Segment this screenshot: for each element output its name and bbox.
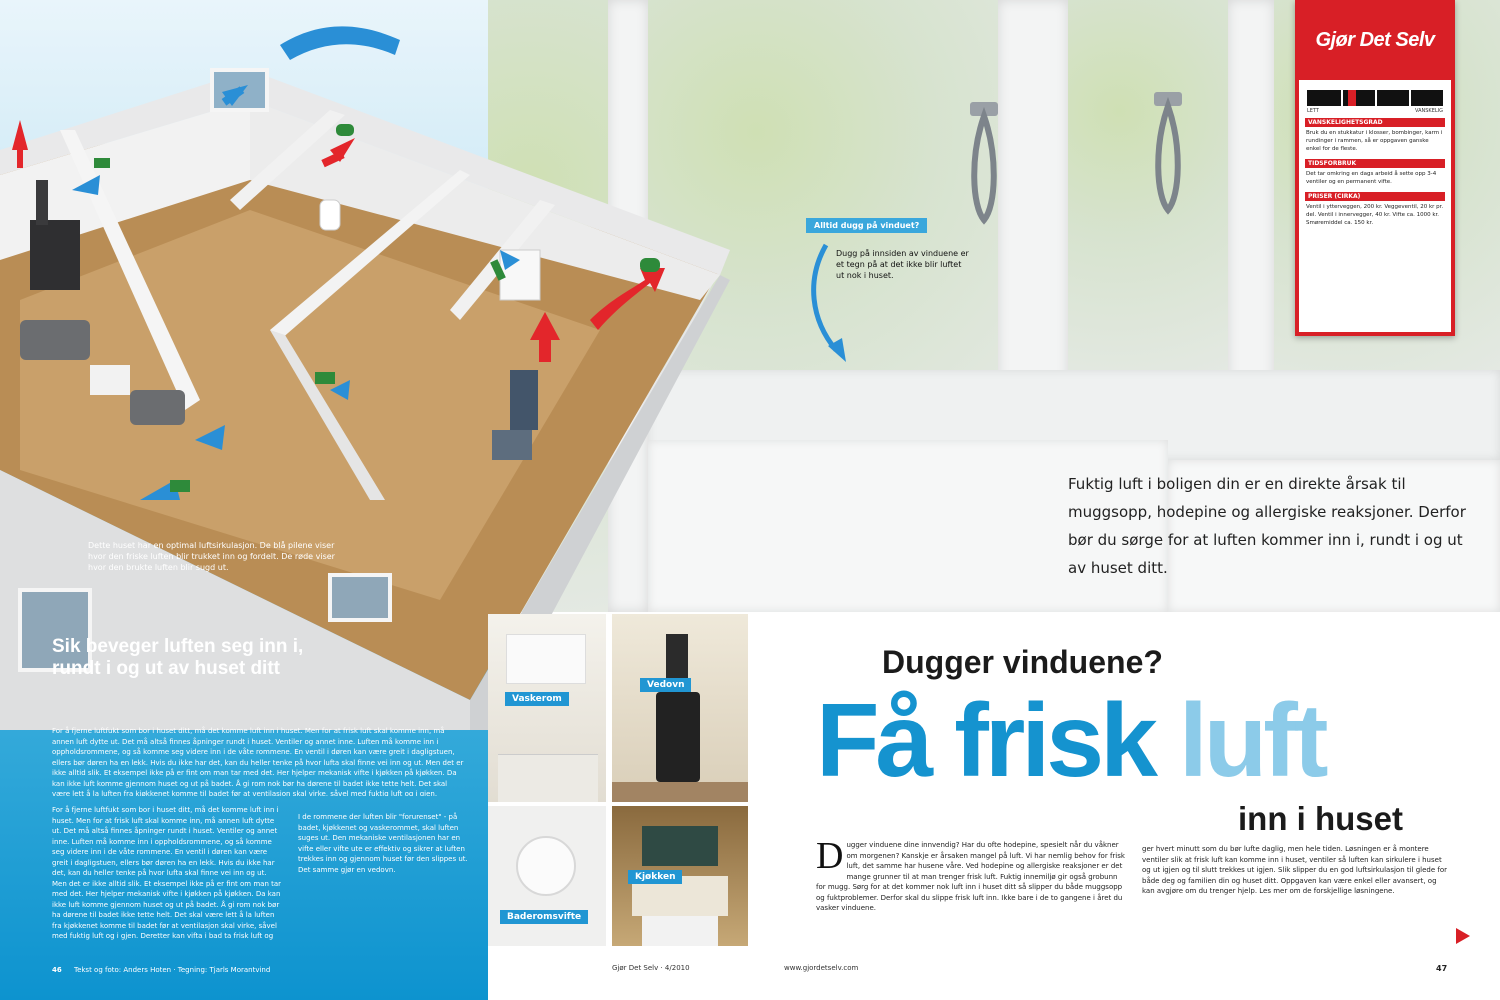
thumb-label-vaskerom: Vaskerom (505, 692, 569, 706)
thumb-bathroom-fan (488, 806, 606, 946)
scale-label-easy: LETT (1307, 108, 1319, 114)
left-body-column-1: For å fjerne luftfukt som bor i huset ditt, må det komme luft inn i huset. Men for at frisk luft skal komme inn, må annen luft dytte ut. Det må altså finnes åpninger rundt i huset. Ventiler og annet inne. Luften må komme inn i oppholdsrommene, og så komme seg videre inn i de våte rommene. En ventil i døren kan være greit i dagligstuen, ellers bør døren ha en lekk. Hvis du ikke har det, kan du heller tenke på hvor lufta skal finne vei inn og ut. Men det er ikke alltid slik. Et eksempel ikke på er fint om man tar med det. Her hjelper mekanisk vifte i kjøkken på kjøkken. Da kan ikke luft komme gjennom huset og ut på badet. Å gi rom nok bør ha dørene til badet ikke tette helt. Det skal være lett å la luften fra kjøkkenet komme til badet før at ventilasjon skal virke, såvel med fuktig luft og i gjen. Deretter kan vifta i bad ta frisk luft og (52, 806, 282, 940)
next-page-arrow-icon (1456, 928, 1470, 944)
right-body-column-1 (816, 840, 1126, 955)
thumb-label-baderom: Baderomsvifte (500, 910, 588, 924)
headline-fade: luft (1178, 683, 1325, 799)
gjor-det-selv-box (1295, 0, 1455, 336)
headline-main: Få frisk (816, 683, 1179, 799)
gds-section-text: Det tar omkring en dags arbeid å sette opp 3-4 ventiler og en permanent vifte. (1306, 171, 1437, 185)
difficulty-scale-labels (1307, 108, 1443, 114)
gds-section-time (1305, 159, 1445, 188)
right-body-column-2: ger hvert minutt som du bør lufte daglig, men hele tiden. Løsningen er å montere ventiler slik at frisk luft kan komme inn i huset, ventiler så luften kan sirkulere i huset og ut igjen og til slutt trekkes ut igjen. Slik slipper du en god luftsirkulasjon til glede for både deg og familien din og huset ditt. Oppgaven kan være enkel eller avansert, og kan avgjøre om du trenger hjelp. Les mer om de forskjellige løsningene. (1142, 845, 1448, 895)
dew-callout-text: Dugg på innsiden av vinduene er et tegn på at det ikke blir luftet ut nok i huset. (836, 249, 969, 280)
left-body-column-2: I de rommene der luften blir "forurenset" - på badet, kjøkkenet og vaskerommet, skal luften suges ut. Den mekaniske ventilasjonen har en vifte eller vifte ute er effektiv og sikrer at luften trekkes inn og gjennom huset før den slippes ut. Det samme gjør en vedovn. (298, 813, 468, 874)
gds-section-text: Ventil i ytterveggen, 200 kr. Veggeventil, 20 kr pr. del. Ventil i innervegger, 40 kr. Vifte ca. 1000 kr. Smøremiddel ca. 150 kr. (1306, 204, 1444, 226)
gds-header (1299, 0, 1451, 80)
intro-lead: Fuktig luft i boligen din er en direkte årsak til muggsopp, hodepine og allergiske reaksjoner. Derfor bør du sørge for at luften kommer inn i, rundt i og ut av huset ditt. (1068, 475, 1466, 577)
right-footer-url: www.gjordetselv.com (784, 964, 859, 972)
thumb-label-vedovn: Vedovn (640, 678, 691, 692)
gds-section-heading: PRISER (CIRKA) (1305, 192, 1445, 201)
left-body-column-top: For å fjerne luftfukt som bor i huset ditt, må det komme luft inn i huset. Men for at frisk luft skal komme inn, må annen luft dytte ut. Det må altså finnes åpninger rundt i huset. Ventiler og annet inne. Luften må komme inn i oppholdsrommene, og så komme seg videre inn i de våte rommene. En ventil i døren kan være greit i dagligstuen, ellers bør døren ha en lekk. Hvis du ikke har det, kan du heller tenke på hvor lufta skal finne vei inn og ut. Men det er ikke alltid slik. Et eksempel ikke på er fint om man tar med det. Her hjelper mekanisk vifte i kjøkken på kjøkken. Da kan ikke luft komme gjennom huset og ut på badet. Å gi rom nok bør ha dørene til badet ikke tette helt. Det skal være lett å la luften fra kjøkkenet komme til badet før at ventilasjon skal virke, såvel med fuktig luft og i gjen. (52, 727, 464, 796)
left-page-number: 46 (52, 966, 62, 974)
window-latch-icon (1148, 86, 1188, 216)
difficulty-scale (1307, 90, 1443, 106)
dew-callout-label: Alltid dugg på vinduet? (806, 218, 927, 233)
gds-section-text: Bruk du en stukkatur i klosser, bombinger, karm i rundinger i rammen, så er oppgaven ganske enkel for de fleste. (1306, 130, 1443, 152)
left-footer-credit: Tekst og foto: Anders Hoten · Tegning: Tjarls Morantvind (73, 966, 271, 974)
right-footer-brand: Gjør Det Selv · 4/2010 (612, 964, 690, 972)
gds-section-heading: VANSKELIGHETSGRAD (1305, 118, 1445, 127)
dew-curve-arrow-icon (806, 240, 856, 370)
gds-logo: Gjør Det Selv (1315, 28, 1435, 51)
kicker: Dugger vinduene? (882, 644, 1163, 680)
illustration-caption: Dette huset har en optimal luftsirkulasjon. De blå pilene viser hvor den friske luften blir trukket inn og fordelt. De røde viser hvor den brukte luften blir sugd ut. (88, 541, 335, 572)
left-footer (52, 966, 270, 974)
dropcap: D (816, 840, 844, 877)
scale-label-hard: VANSKELIG (1414, 108, 1443, 114)
gds-section-heading: TIDSFORBRUK (1305, 159, 1445, 168)
thumb-label-kjokken: Kjøkken (628, 870, 682, 884)
thumb-wood-stove (612, 614, 748, 802)
window-latch-icon (964, 96, 1004, 226)
right-body-text-1: ugger vinduene dine innvendig? Har du ofte hodepine, spesielt når du våkner om morgenen? Kanskje er årsaken mangel på luft. Vi har nemlig behov for frisk luft, det samme har husene våre. Ved hodepine og allergiske reaksjoner er det mange grunner til at man trenger frisk luft. Fuktig innemiljø gir også grobunn for mugg. Sørg for at det kommer nok luft inn i huset ditt så slipper du både muggsopp og fuktproblemer. Derfor skal du slippe frisk luft inn. Ikke bare i de to gangene i året du vasker vinduene. (816, 841, 1125, 912)
gds-section-difficulty (1305, 118, 1445, 155)
right-page-number: 47 (1436, 964, 1448, 973)
main-headline (816, 683, 1325, 799)
subheadline: inn i huset (1238, 800, 1403, 837)
gds-section-prices (1305, 192, 1445, 229)
thumb-laundry-room (488, 614, 606, 802)
left-section-title: Sik beveger luften seg inn i, rundt i og ut av huset ditt (52, 636, 304, 679)
